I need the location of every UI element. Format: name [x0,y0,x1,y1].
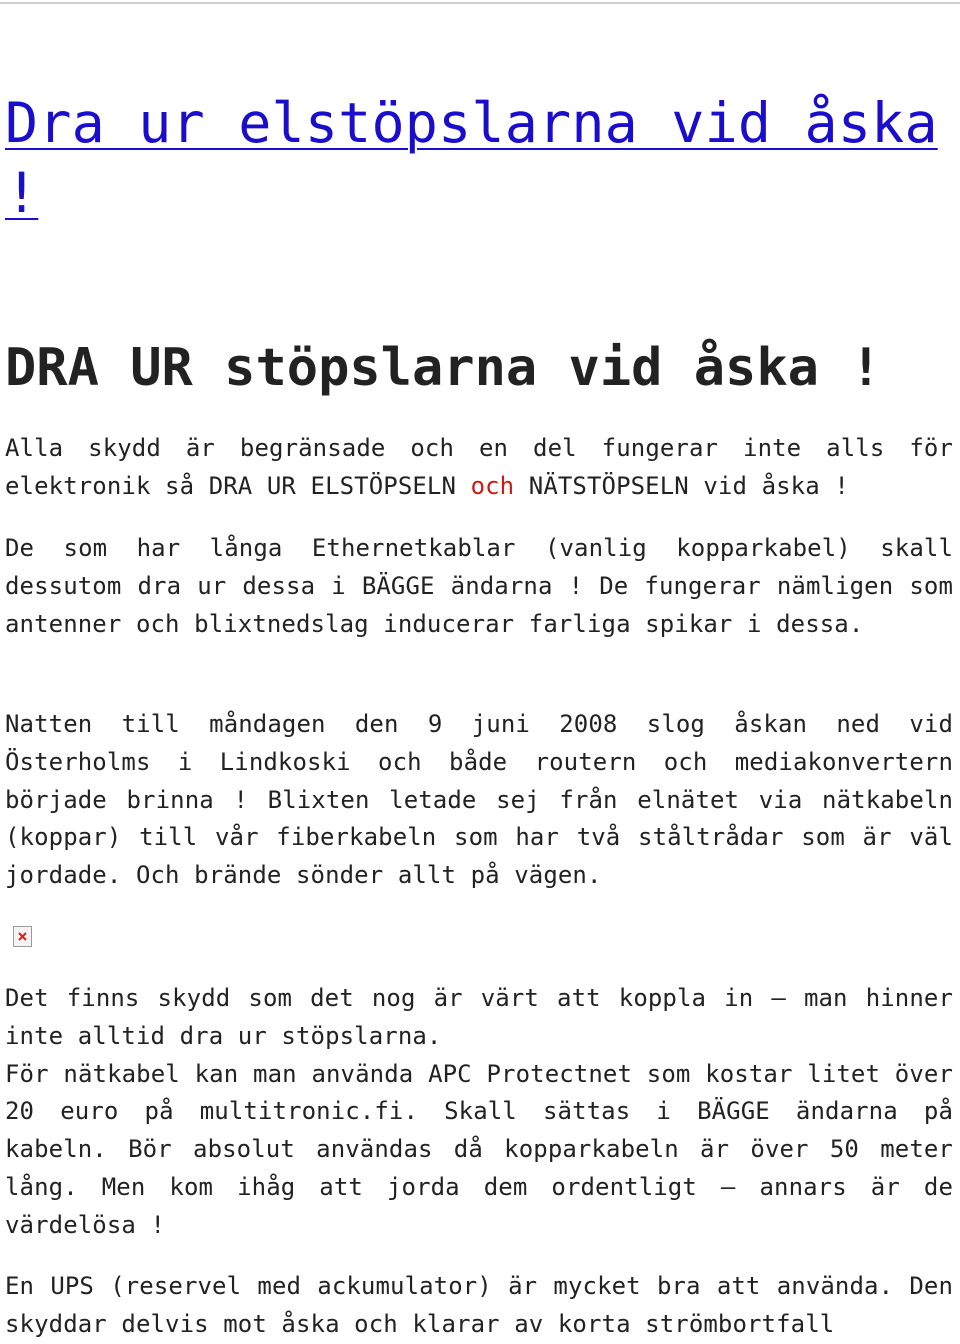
broken-image-icon [13,926,32,947]
paragraph-ethernet [5,530,953,643]
paragraph-ups-text: En UPS (reservel med ackumulator) är mycket bra att använda. Den skyddar delvis mot åska och klarar av korta strömbortfall [5,1272,953,1338]
paragraph-incident [5,706,953,895]
paragraph-protection-line1: Det finns skydd som det nog är värt att koppla in – man hinner inte alltid dra ur stöpslarna. [5,984,953,1050]
top-divider [0,2,960,4]
paragraph-protection [5,980,953,1245]
post-title-link[interactable]: Dra ur elstöpslarna vid åska ! [5,91,938,225]
paragraph-intro [5,430,953,506]
paragraph-intro-text: Alla skydd är begränsade och en del fungerar inte alls för elektronik så DRA UR ELSTÖPSELN [5,434,953,500]
paragraph-ups [5,1268,953,1344]
article-heading: DRA UR stöpslarna vid åska ! [5,338,882,398]
paragraph-protection-line2: För nätkabel kan man använda APC Protectnet som kostar litet över 20 euro på multitronic.fi. Skall sättas i BÄGGE ändarna på kabeln. Bör absolut användas då kopparkabeln är över 50 meter lång. Men kom ihåg att jorda dem ordentligt – annars är de värdelösa ! [5,1059,953,1239]
paragraph-incident-text: Natten till måndagen den 9 juni 2008 slog åskan ned vid Österholms i Lindkoski och både routern och mediakonvertern började brinna ! Blixten letade sej från elnätet via nätkabeln (koppar) till vår fiberkabeln som har två ståltrådar som är väl jordade. Och brände sönder allt på vägen. [5,710,953,890]
highlighted-word: och [470,471,515,500]
broken-image-cross [17,931,28,942]
paragraph-intro-text-end: NÄTSTÖPSELN vid åska ! [514,471,849,500]
paragraph-ethernet-text: De som har långa Ethernetkablar (vanlig kopparkabel) skall dessutom dra ur dessa i BÄGGE ändarna ! De fungerar nämligen som antenner och blixtnedslag inducerar farliga spikar i dessa. [5,534,953,638]
